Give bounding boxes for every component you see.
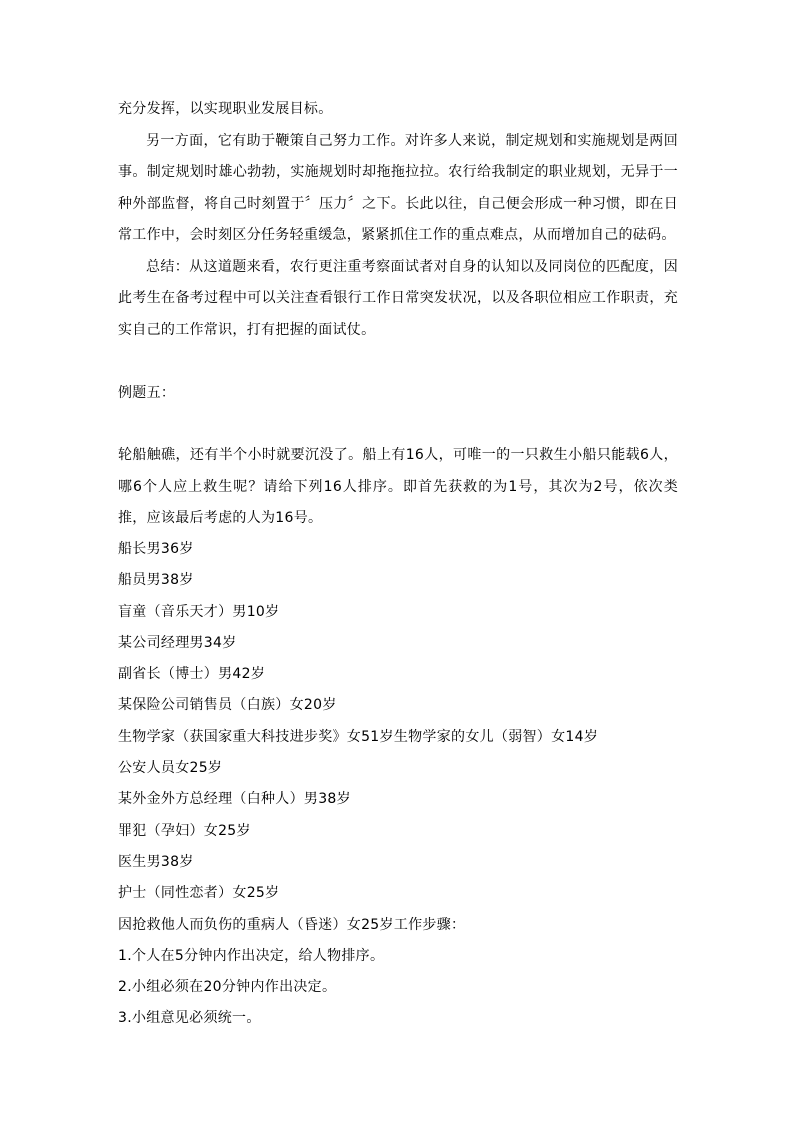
list-item: 生物学家（获国家重大科技进步奖》女51岁生物学家的女儿（弱智）女14岁 [118, 728, 599, 745]
list-item: 护士（同性恋者）女25岁 [118, 885, 280, 902]
question-text: 轮船触礁，还有半个小时就要沉没了。船上有16人，可唯一的一只救生小船只能载6人，哪6个人应上救生呢？请给下列16人排序。即首先获救的为1号，其次为2号，依次类推，应该最后考虑的人为16号。 [118, 447, 678, 526]
list-item: 某保险公司销售员（白族）女20岁 [118, 697, 337, 714]
step-item: 3.小组意见必须统一。 [118, 1010, 261, 1027]
list-item: 因抢救他人而负伤的重病人（昏迷）女25岁工作步骤： [118, 916, 466, 933]
people-list [118, 534, 678, 1035]
list-item: 盲童（音乐天才）男10岁 [118, 603, 280, 620]
list-item: 某公司经理男34岁 [118, 634, 237, 651]
list-item: 公安人员女25岁 [118, 760, 223, 777]
example-heading-block [118, 378, 678, 410]
step-item: 1.个人在5分钟内作出决定，给人物排序。 [118, 947, 385, 964]
paragraph-two: 另一方面，它有助于鞭策自己努力工作。对许多人来说，制定规划和实施规划是两回事。制定规划时雄心勃勃，实施规划时却拖拖拉拉。农行给我制定的职业规划，无异于一种外部监督，将自己时刻置于〞压力〞之下。长此以往，自己便会形成一种习惯，即在日常工作中，会时刻区分任务轻重缓急，紧紧抓住工作的重点难点，从而增加自己的砝码。 [118, 132, 678, 243]
list-item: 某外金外方总经理（白种人）男38岁 [118, 791, 351, 808]
example-title: 例题五： [118, 385, 176, 401]
list-item: 副省长（博士）男42岁 [118, 666, 266, 683]
summary-paragraph: 总结：从这道题来看，农行更注重考察面试者对自身的认知以及同岗位的匹配度，因此考生在备考过程中可以关注查看银行工作日常突发状况，以及各职位相应工作职责，充实自己的工作常识，打有把握的面试仗。 [118, 258, 678, 338]
list-item: 医生男38岁 [118, 853, 194, 870]
list-item: 船长男36岁 [118, 541, 194, 557]
intro-tail-text: 充分发挥，以实现职业发展目标。 [118, 101, 333, 117]
opening-section [118, 94, 678, 346]
question-block [118, 440, 678, 535]
list-item: 罪犯（孕妇）女25岁 [118, 822, 251, 839]
step-item: 2.小组必须在20分钟内作出决定。 [118, 979, 337, 996]
list-item: 船员男38岁 [118, 572, 194, 589]
